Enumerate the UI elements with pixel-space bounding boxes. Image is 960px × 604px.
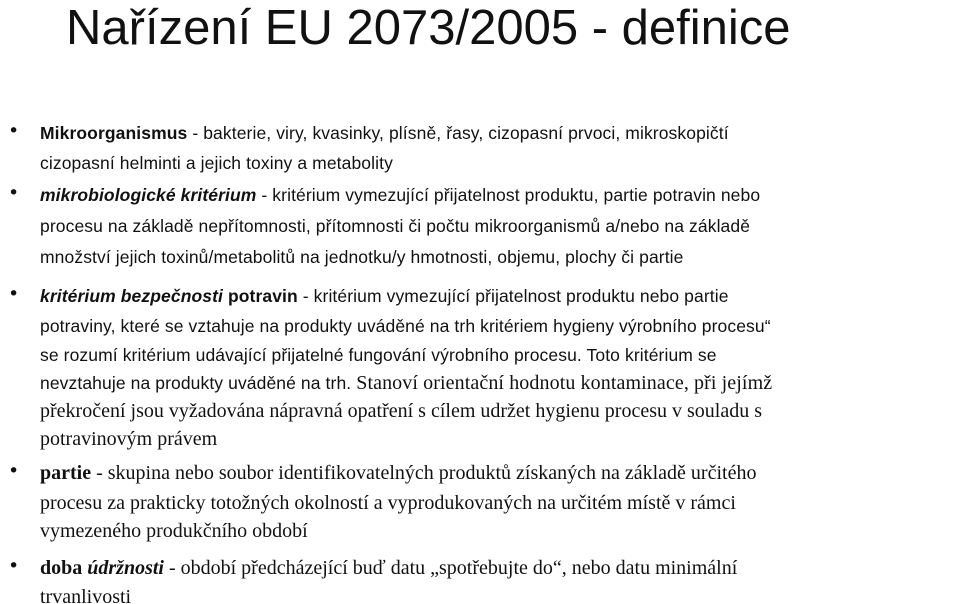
- term-label: bezpečnosti: [120, 286, 223, 306]
- page-title: Nařízení EU 2073/2005 - definice: [66, 1, 791, 55]
- text-line: potravinovým právem: [40, 428, 218, 450]
- term-label: kritérium: [40, 286, 116, 306]
- text-line: [40, 553, 737, 584]
- bullet-marker: •: [8, 120, 20, 142]
- term-label: údržnosti: [87, 557, 164, 579]
- term-label: mikrobiologické kritérium: [40, 185, 257, 205]
- definition-text: nevztahuje na produkty uváděné na trh.: [40, 373, 352, 393]
- bullet-marker: •: [8, 182, 20, 204]
- definition-text: - období předcházející buď datu „spotřebujte do“, nebo datu minimální: [163, 557, 738, 579]
- text-line: trvanlivosti: [40, 586, 132, 604]
- text-line: vymezeného produkčního období: [40, 520, 308, 542]
- term-label: partie: [40, 462, 92, 484]
- definition-text: - kritérium vymezující přijatelnost produktu, partie potravin nebo: [256, 185, 761, 205]
- text-line: [40, 281, 729, 312]
- term-label: potravin: [227, 286, 298, 306]
- text-line: se rozumí kritérium udávající přijatelné fungování výrobního procesu. Toto kritérium se: [40, 345, 717, 365]
- bullet-marker: •: [8, 460, 20, 482]
- bullet-marker: •: [8, 283, 20, 305]
- definition-text: - kritérium vymezující přijatelnost produktu nebo partie: [297, 286, 729, 306]
- text-line: množství jejich toxinů/metabolitů na jednotku/y hmotnosti, objemu, plochy či partie: [40, 247, 684, 267]
- text-line: [40, 458, 756, 489]
- definition-text: - bakterie, viry, kvasinky, plísně, řasy, cizopasní prvoci, mikroskopičtí: [187, 123, 729, 143]
- text-line: procesu na základě nepřítomnosti, přítomnosti či počtu mikroorganismů a/nebo na základě: [40, 216, 751, 236]
- text-line: [40, 368, 772, 399]
- text-line: [40, 118, 729, 149]
- definition-text: - skupina nebo soubor identifikovatelných produktů získaných na základě určitého: [91, 462, 757, 484]
- text-line: procesu za prakticky totožných okolností a vyprodukovaných na určitém místě v rámci: [40, 492, 736, 514]
- term-label: Mikroorganismus: [40, 123, 188, 143]
- text-line: [40, 180, 760, 211]
- text-line: překročení jsou vyžadována nápravná opatření s cílem udržet hygienu procesu v souladu s: [40, 400, 762, 422]
- definition-text-serif: Stanoví orientační hodnotu kontaminace, při jejímž: [356, 372, 773, 394]
- term-label: doba: [40, 557, 83, 579]
- text-line: cizopasní helminti a jejich toxiny a metabolity: [40, 153, 393, 173]
- bullet-marker: •: [8, 555, 20, 577]
- text-line: potraviny, které se vztahuje na produkty uváděné na trh kritériem hygieny výrobního procesu“: [40, 316, 771, 336]
